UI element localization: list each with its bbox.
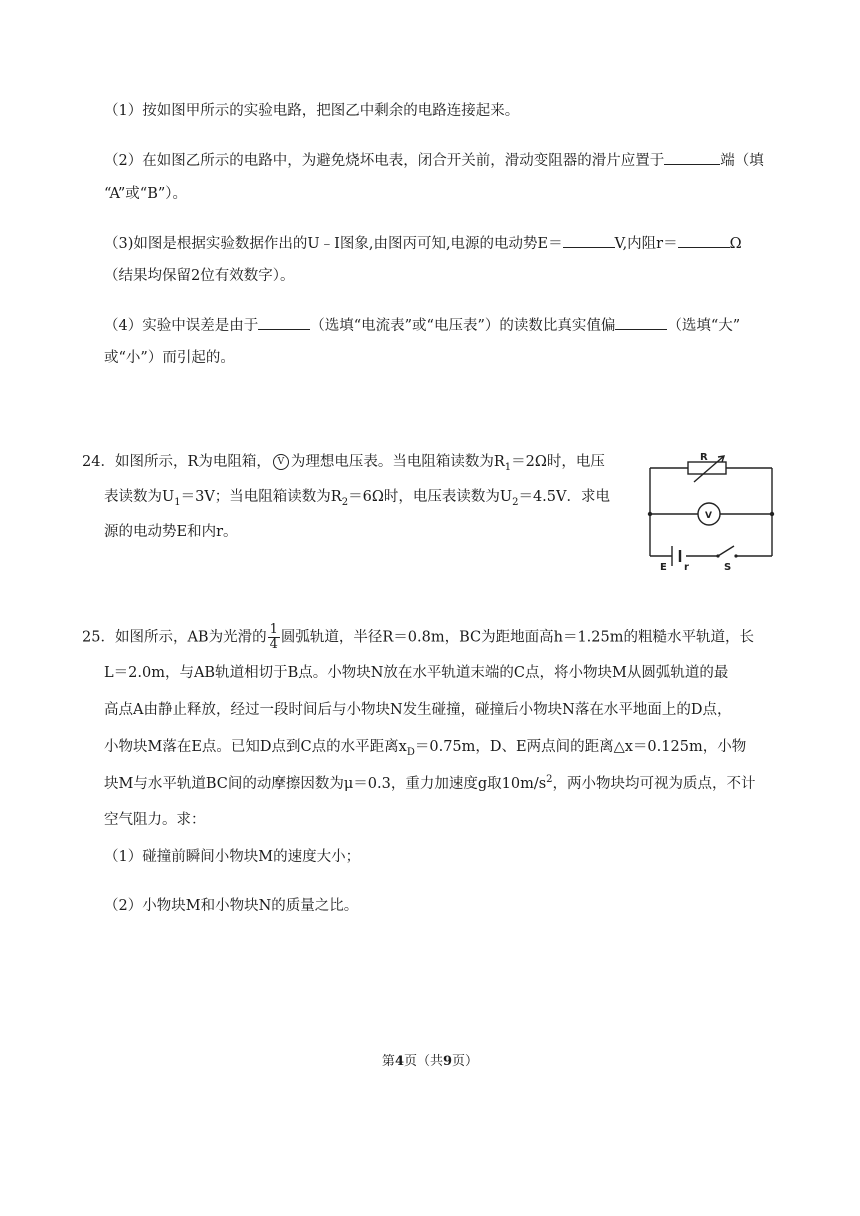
label-v: V [705,511,712,521]
switch-lever [718,546,734,556]
q24-line2: 表读数为$U_1=3V$；当电阻箱读数为$R_2=6\Omega$时，电压表读数为$U_2=4.5V$．求电 [104,489,610,508]
q25-line2: L＝2.0m，与AB轨道相切于B点。小物块N放在水平轨道末端的C点，将小物块M从圆弧轨道的最 [104,665,729,681]
q23-part4-line2: 或“小”）而引起的。 [104,350,235,366]
q23-part2-line1: （2）在如图乙所示的电路中，为避免烧坏电表，闭合开关前，滑动变阻器的滑片应置于 端（填 [104,149,764,171]
q24-line3: 源的电动势E和内r。 [104,524,238,540]
q24-line1: 24．如图所示，R为电阻箱， V 为理想电压表。当电阻箱读数为$R_1=2\Omega$时，电压 [82,454,605,473]
label-e: E [660,562,667,573]
q23-part1: （1）按如图甲所示的实验电路，把图乙中剩余的电路连接起来。 [104,103,520,119]
q25-line3: 高点A由静止释放，经过一段时间后与小物块N发生碰撞，碰撞后小物块N落在水平地面上的D点， [104,702,732,718]
answer-blank[interactable] [615,314,667,330]
q23-part2-line2: “A”或“B”）。 [104,186,188,202]
variable-arrow [694,456,724,482]
answer-blank[interactable] [258,314,310,330]
q25-line5: 块M与水平轨道BC间的动摩擦因数为μ＝0.3，重力加速度g取$10m/s^2$，两小物块均可视为质点，不计 [104,774,756,792]
total-pages: 9 [443,1054,453,1069]
q23-part3-line2: （结果均保留2位有效数字）。 [104,268,295,284]
q23-part4-line1: （4）实验中误差是由于 （选填“电流表”或“电压表”）的读数比真实值偏 （选填“大” [104,314,740,336]
q25-sub1: （1）碰撞前瞬间小物块M的速度大小； [104,849,361,865]
answer-blank[interactable] [563,232,615,248]
circuit-diagram [640,448,780,574]
q23-part3-line1: （3)如图是根据实验数据作出的U﹣I图象,由图丙可知,电源的电动势E＝ V,内阻r＝ Ω [104,232,742,254]
answer-blank[interactable] [678,232,730,248]
q25-sub2: （2）小物块M和小物块N的质量之比。 [104,898,359,914]
label-r: R [700,452,708,463]
answer-blank[interactable] [664,149,720,165]
quarter-fraction: $\frac{1}{4}$ [269,622,278,652]
label-s: S [724,562,732,573]
q25-line4: 小物块M落在E点。已知D点到C点的水平距离$x_D=0.75m$，D、E两点间的距离△x＝0.125m，小物 [104,739,747,758]
label-internal-r: r [684,562,689,573]
page-number: 4 [394,1054,404,1069]
voltmeter-symbol: V [273,454,289,470]
page-footer: 第4页（共9页） [381,1054,479,1069]
resistor-box [688,462,726,474]
q25-line6: 空气阻力。求： [104,812,206,828]
q25-line1: 25．如图所示，AB为光滑的 $\frac{1}{4}$ 圆弧轨道，半径R＝0.8m，BC为距地面高h＝1.25m的粗糙水平轨道，长 [82,622,754,652]
